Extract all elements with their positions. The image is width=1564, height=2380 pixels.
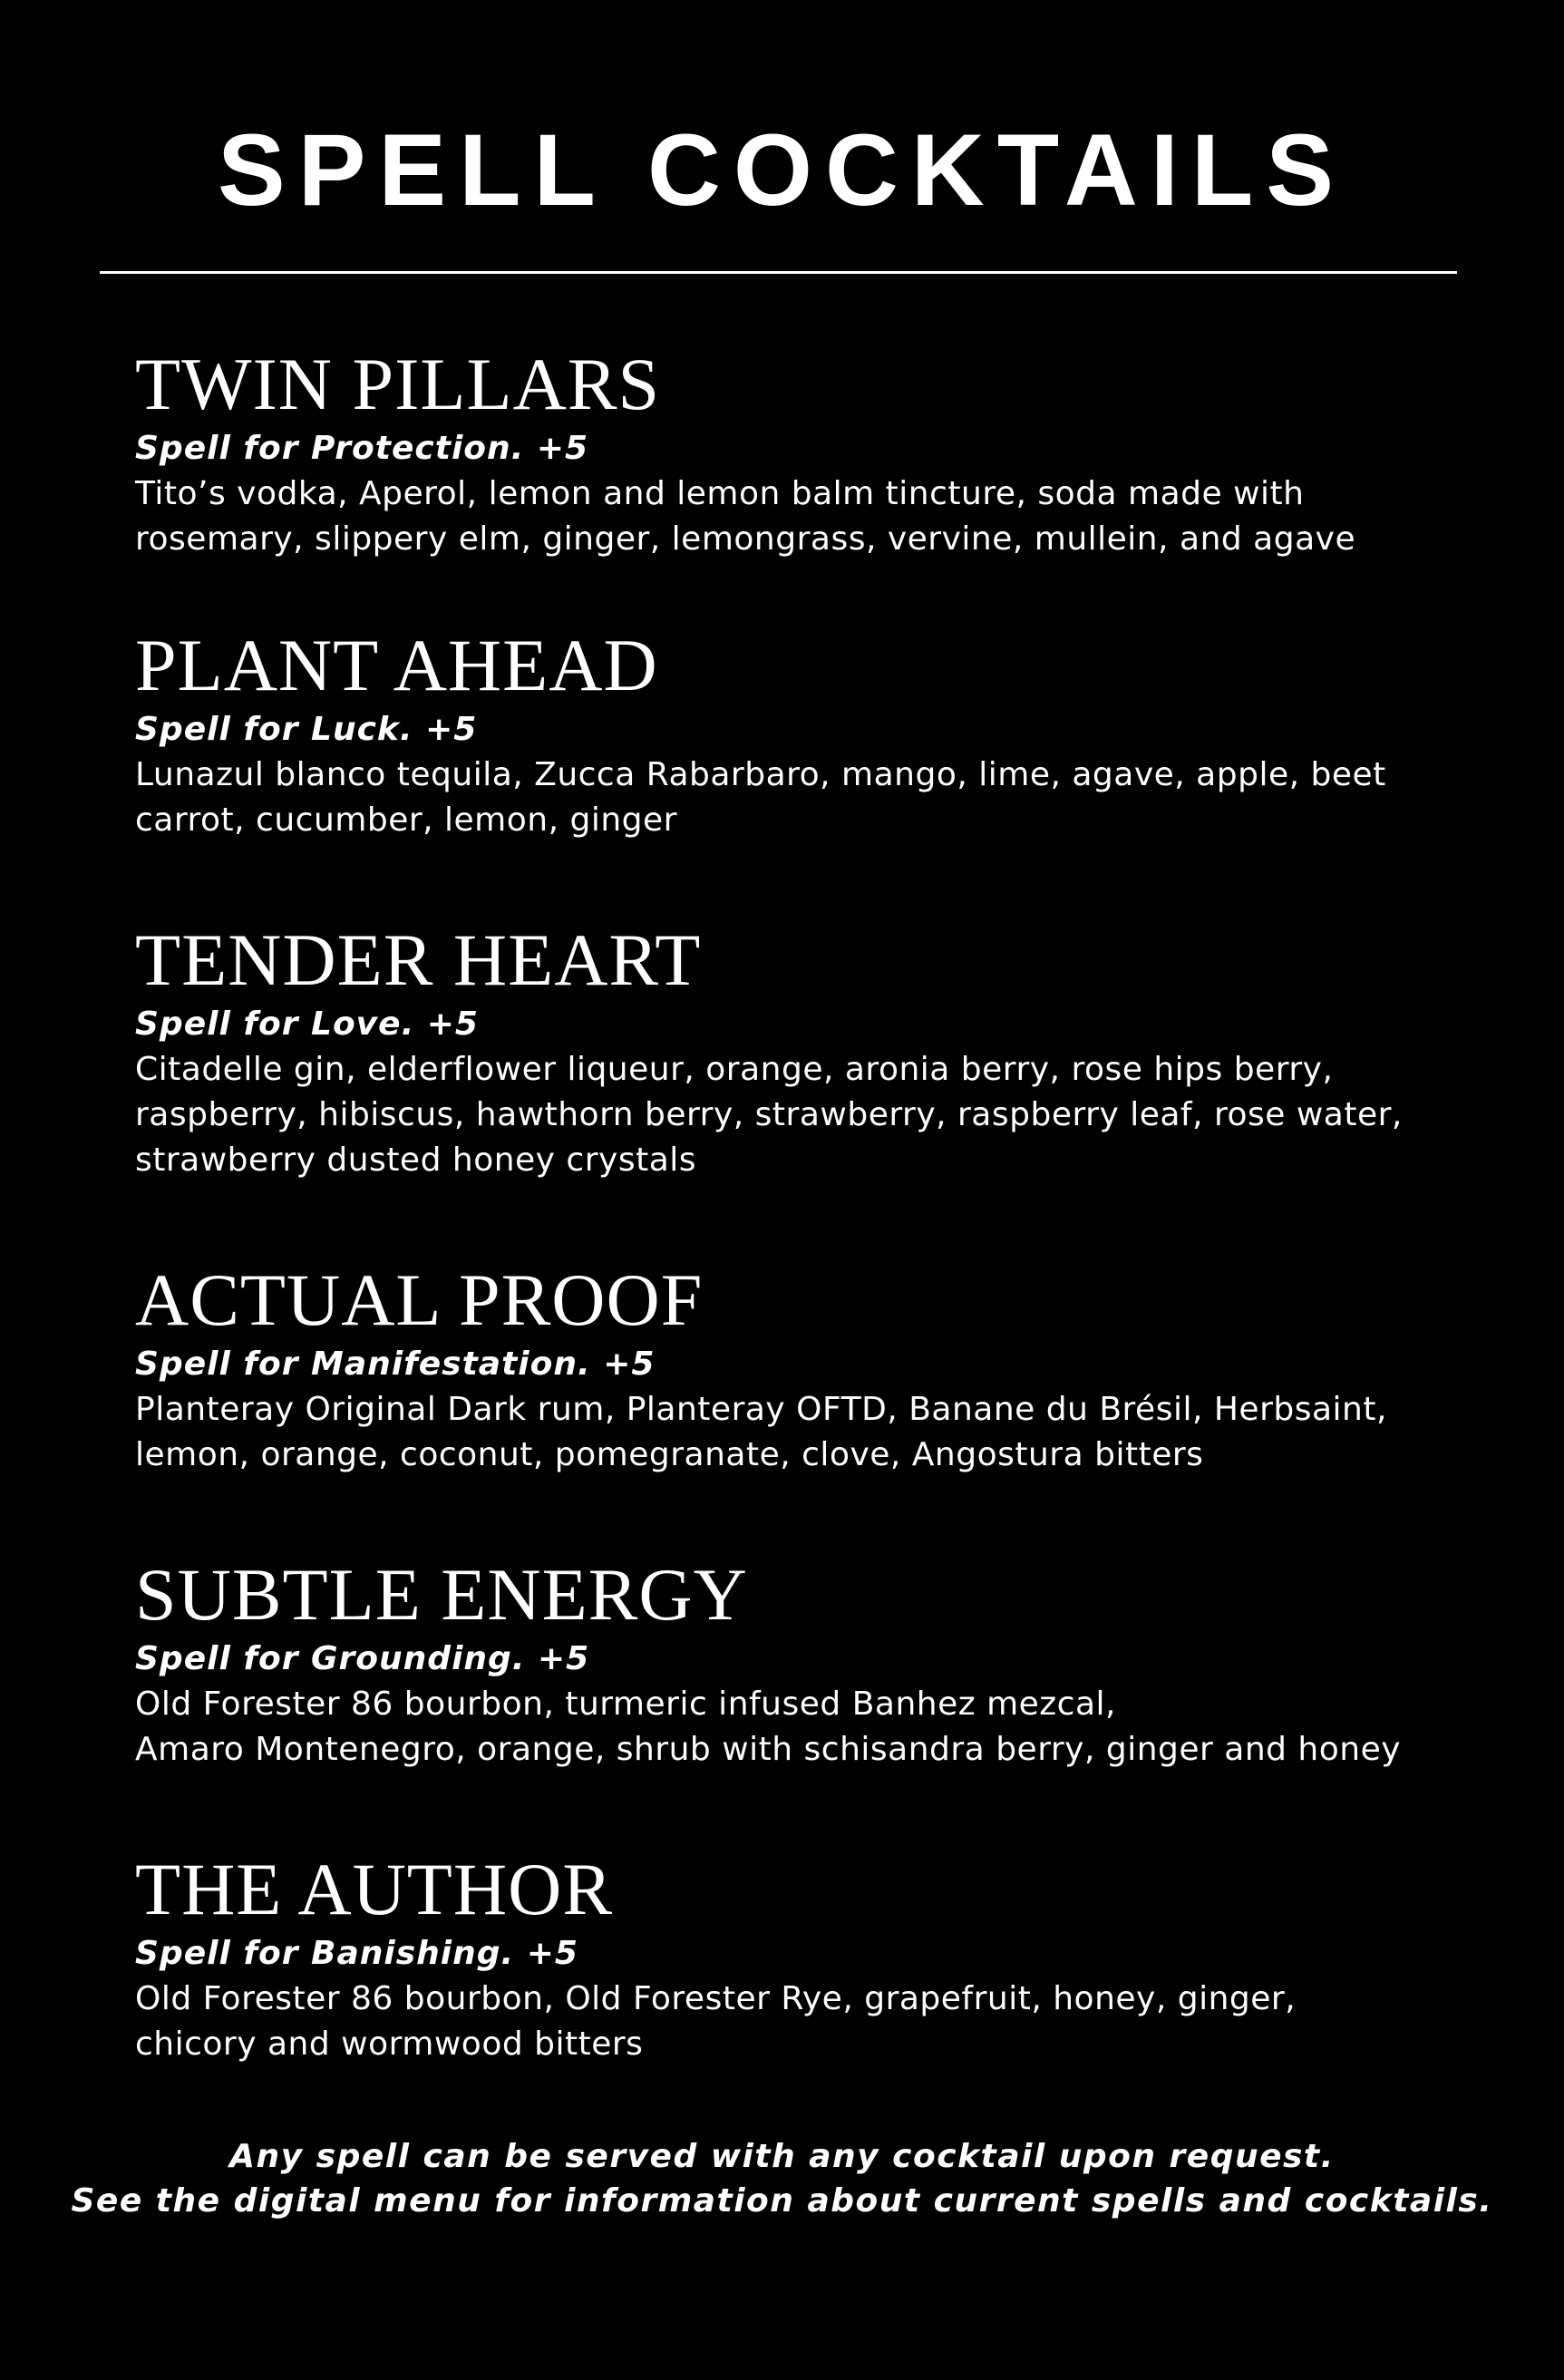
cocktail-ingredients: Planteray Original Dark rum, Planteray OFTD, Banane du Brésil, Herbsaint, lemon, orange, coconut, pomegranate, clove, Angostura bitters <box>135 1391 1387 1473</box>
cocktail-item <box>135 1260 1459 1478</box>
cocktail-spell: Spell for Luck. +5 <box>135 711 478 748</box>
menu-title: SPELL COCKTAILS <box>217 113 1346 227</box>
cocktail-spell: Spell for Love. +5 <box>135 1005 479 1043</box>
cocktail-ingredients: Tito’s vodka, Aperol, lemon and lemon balm tincture, soda made with rosemary, slippery elm, ginger, lemongrass, vervine, mullein, and agave <box>135 475 1356 558</box>
cocktail-name: TENDER HEART <box>135 918 702 1001</box>
title-divider <box>100 271 1457 274</box>
cocktail-ingredients: Lunazul blanco tequila, Zucca Rabarbaro, mango, lime, agave, apple, beet carrot, cucumber, lemon, ginger <box>135 756 1386 839</box>
cocktail-item <box>135 1850 1459 2067</box>
footer-line-2: See the digital menu for information about current spells and cocktails. <box>71 2182 1493 2220</box>
cocktail-item <box>135 920 1459 1183</box>
cocktail-name: TWIN PILLARS <box>135 343 661 425</box>
cocktail-ingredients: Citadelle gin, elderflower liqueur, orange, aronia berry, rose hips berry, raspberry, hibiscus, hawthorn berry, strawberry, raspberry leaf, rose water, strawberry dusted honey crystals <box>135 1051 1403 1179</box>
cocktail-spell: Spell for Protection. +5 <box>135 430 589 467</box>
cocktail-name: ACTUAL PROOF <box>135 1258 704 1341</box>
footer-line-1: Any spell can be served with any cocktail upon request. <box>229 2138 1335 2175</box>
cocktail-ingredients: Old Forester 86 bourbon, Old Forester Rye, grapefruit, honey, ginger, chicory and wormwood bitters <box>135 1980 1297 2063</box>
cocktail-item <box>135 345 1459 562</box>
cocktail-name: SUBTLE ENERGY <box>135 1553 748 1636</box>
cocktail-spell: Spell for Manifestation. +5 <box>135 1345 656 1383</box>
cocktail-spell: Spell for Banishing. +5 <box>135 1935 578 1972</box>
cocktail-item <box>135 626 1459 843</box>
cocktail-name: PLANT AHEAD <box>135 624 658 706</box>
cocktail-spell: Spell for Grounding. +5 <box>135 1640 590 1677</box>
cocktail-name: THE AUTHOR <box>135 1848 614 1930</box>
menu-footer-note <box>0 2134 1564 2223</box>
cocktail-ingredients: Old Forester 86 bourbon, turmeric infused Banhez mezcal, Amaro Montenegro, orange, shrub with schisandra berry, ginger and honey <box>135 1685 1402 1768</box>
cocktail-item <box>135 1555 1459 1773</box>
